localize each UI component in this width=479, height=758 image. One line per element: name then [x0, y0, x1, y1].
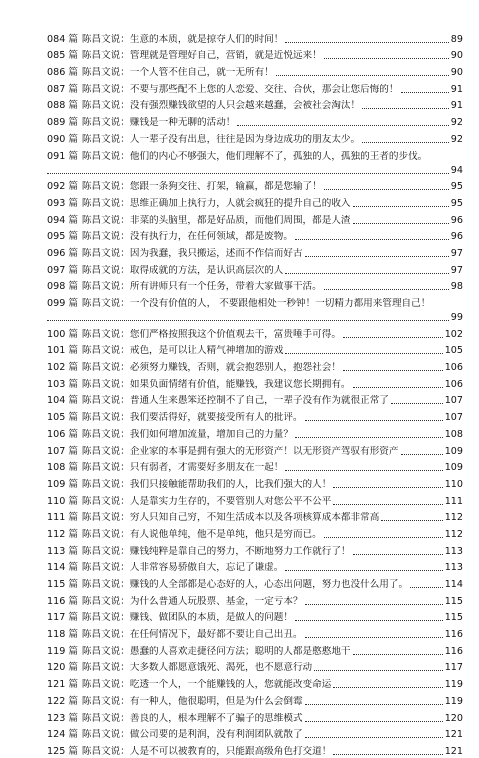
entry-title: 陈昌文说：取得成就的方法，是认识高层次的人 — [81, 264, 284, 276]
entry-title: 陈昌文说：赚钱是一种无聊的活动！ — [81, 117, 236, 129]
entry-chapter-mark: 篇 — [68, 612, 78, 624]
dot-leader — [353, 387, 443, 388]
dot-leader — [314, 670, 443, 671]
dot-leader — [333, 487, 442, 488]
entry-number: 102 — [47, 362, 66, 374]
entry-chapter-mark: 篇 — [68, 231, 78, 243]
entry-title: 陈昌文说：您跟一条狗交往、打架，输赢，都是您输了！ — [81, 181, 322, 193]
entry-page-number: 109 — [444, 462, 463, 474]
dot-leader — [353, 554, 443, 555]
entry-number: 089 — [47, 117, 66, 129]
entry-title: 陈昌文说：如果负面情绪有价值，能赚钱，我建议您长期拥有。 — [81, 378, 351, 390]
entry-number: 116 — [47, 595, 66, 607]
entry-page-number: 109 — [444, 445, 463, 457]
entry-number: 113 — [47, 545, 66, 557]
dot-leader — [410, 587, 443, 588]
toc-entry[interactable] — [47, 341, 463, 358]
toc-entry[interactable] — [47, 541, 463, 558]
toc-entry[interactable] — [47, 641, 463, 658]
toc-entry[interactable] — [47, 741, 463, 758]
entry-number: 084 — [47, 33, 66, 45]
entry-page-number: 119 — [444, 695, 463, 707]
dot-leader — [285, 353, 442, 354]
toc-entry[interactable] — [47, 608, 463, 625]
entry-chapter-mark: 篇 — [68, 745, 78, 757]
dot-leader — [47, 320, 449, 321]
entry-page-number: 97 — [450, 264, 463, 276]
entry-title: 陈昌文说：穷人只知自己穷，不知生活成本以及各项核算成本都非常高 — [81, 512, 380, 524]
entry-page-number: 91 — [450, 100, 463, 112]
toc-entry[interactable] — [47, 407, 463, 424]
entry-page-number: 96 — [450, 231, 463, 243]
dot-leader — [324, 289, 449, 290]
entry-page-number: 121 — [444, 729, 463, 741]
entry-title: 陈昌文说：一个人管不住自己，就一无所有！ — [81, 67, 274, 79]
toc-entry[interactable] — [47, 391, 463, 408]
dot-leader — [353, 206, 449, 207]
dot-leader — [285, 273, 448, 274]
entry-page-number: 107 — [444, 395, 463, 407]
dot-leader — [324, 537, 443, 538]
dot-leader — [305, 604, 443, 605]
entry-title: 陈昌文说：必须努力赚钱，否则，就会抱怨别人，抱怨社会！ — [81, 362, 341, 374]
dot-leader — [237, 125, 448, 126]
entry-title: 陈昌文说：只有弱者，才需要好多朋友在一起！ — [81, 462, 284, 474]
toc-entry[interactable] — [47, 112, 463, 129]
entry-page-number: 89 — [450, 33, 463, 45]
toc-entry[interactable] — [47, 474, 463, 491]
entry-title: 陈昌文说：赚钱纯粹是靠自己的努力，不断地努力工作就行了！ — [81, 545, 351, 557]
entry-title: 陈昌文说：赚钱、做团队的本质，是做人的问题！ — [81, 612, 293, 624]
entry-title: 陈昌文说：我们只接触能帮助我们的人，比我们强大的人！ — [81, 478, 332, 490]
dot-leader — [353, 223, 449, 224]
toc-entry[interactable] — [47, 129, 463, 146]
entry-page-number: 92 — [450, 133, 463, 145]
entry-chapter-mark: 篇 — [68, 729, 78, 741]
entry-chapter-mark: 篇 — [68, 662, 78, 674]
entry-page-number: 102 — [444, 328, 463, 340]
entry-chapter-mark: 篇 — [68, 33, 78, 45]
dot-leader — [381, 520, 442, 521]
dot-leader — [401, 92, 449, 93]
dot-leader — [276, 75, 449, 76]
entry-title: 陈昌文说：我们要活得好，就要接受所有人的批评。 — [81, 412, 303, 424]
entry-title: 陈昌文说：有一种人，他很聪明，但是为什么会倒霉 — [81, 695, 303, 707]
entry-chapter-mark: 篇 — [68, 579, 78, 590]
dot-leader — [285, 470, 442, 471]
entry-number: 115 — [47, 579, 66, 590]
entry-chapter-mark: 篇 — [68, 412, 78, 424]
entry-title: 陈昌文说：他们的内心不够强大，他们理解不了，孤独的人，孤独的王者的步伐。 — [81, 150, 428, 162]
toc-entry[interactable] — [47, 524, 463, 541]
dot-leader — [391, 403, 443, 404]
entry-chapter-mark: 篇 — [68, 645, 78, 657]
entry-page-number: 113 — [444, 562, 463, 574]
entry-number: 091 — [47, 150, 66, 162]
table-of-contents — [47, 29, 463, 758]
entry-page-number: 95 — [450, 197, 463, 209]
entry-page-number: 113 — [444, 545, 463, 557]
entry-page-number: 108 — [444, 428, 463, 440]
entry-title: 陈昌文说：我们如何增加流量，增加自己的力量？ — [81, 428, 293, 440]
entry-chapter-mark: 篇 — [68, 679, 78, 691]
entry-chapter-mark: 篇 — [68, 264, 78, 276]
entry-chapter-mark: 篇 — [68, 528, 78, 540]
toc-entry[interactable] — [47, 46, 463, 63]
toc-entry[interactable] — [47, 441, 463, 458]
entry-number: 111 — [47, 512, 66, 524]
entry-title: 陈昌文说：一个没有价值的人， 不要跟他相处一秒钟！一切精力都用来管理自己！ — [81, 298, 431, 309]
entry-chapter-mark: 篇 — [68, 595, 78, 607]
entry-chapter-mark: 篇 — [68, 428, 78, 440]
dot-leader — [324, 189, 449, 190]
toc-entry[interactable] — [47, 227, 463, 244]
entry-number: 090 — [47, 133, 66, 145]
dot-leader — [362, 142, 449, 143]
entry-page-number: 92 — [450, 117, 463, 129]
entry-number: 107 — [47, 445, 66, 457]
entry-number: 105 — [47, 412, 66, 424]
entry-page-number: 110 — [444, 478, 463, 490]
entry-title: 陈昌文说：所有讲师只有一个任务，带着大家做事干活。 — [81, 281, 322, 293]
entry-title: 陈昌文说：没有执行力，在任何领域，都是废物。 — [81, 231, 293, 243]
entry-number: 125 — [47, 745, 66, 757]
entry-title: 陈昌文说：管理就是管理好自己，营销，就是近悦远来！ — [81, 50, 322, 62]
entry-number: 096 — [47, 247, 66, 259]
entry-number: 118 — [47, 629, 66, 641]
entry-number: 099 — [47, 298, 66, 309]
toc-entry[interactable] — [47, 277, 463, 294]
entry-page-number: 106 — [444, 362, 463, 374]
toc-entry[interactable] — [47, 558, 463, 575]
entry-chapter-mark: 篇 — [68, 345, 78, 357]
entry-title: 陈昌文说：生意的本质，就是掠夺人们的时间！ — [81, 33, 284, 45]
dot-leader — [295, 239, 449, 240]
toc-entry[interactable] — [47, 324, 463, 341]
entry-title: 陈昌文说：人一辈子没有出息，往往是因为身边成功的朋友太少。 — [81, 133, 361, 145]
entry-page-number: 112 — [444, 512, 463, 524]
entry-title: 陈昌文说：普通人生来愚笨还控制不了自己，一辈子没有作为就很正常了 — [81, 395, 389, 407]
entry-chapter-mark: 篇 — [68, 478, 78, 490]
entry-number: 109 — [47, 478, 66, 490]
toc-entry[interactable] — [47, 691, 463, 708]
toc-entry[interactable] — [47, 62, 463, 79]
entry-number: 103 — [47, 378, 66, 390]
toc-entry[interactable] — [47, 293, 463, 324]
entry-page-number: 107 — [444, 412, 463, 424]
entry-number: 114 — [47, 562, 66, 574]
entry-number: 095 — [47, 231, 66, 243]
toc-entry[interactable] — [47, 79, 463, 96]
dot-leader — [305, 704, 443, 705]
dot-leader — [295, 620, 443, 621]
entry-number: 104 — [47, 395, 66, 407]
entry-number: 106 — [47, 428, 66, 440]
entry-page-number: 116 — [444, 645, 463, 657]
toc-entry[interactable] — [47, 374, 463, 391]
entry-chapter-mark: 篇 — [68, 133, 78, 145]
toc-entry[interactable] — [47, 591, 463, 608]
toc-entry[interactable] — [47, 624, 463, 641]
entry-title: 陈昌文说：企业家的本事是拥有强大的无形资产！以无形资产驾驭有形资产 — [81, 445, 399, 457]
toc-entry[interactable] — [47, 210, 463, 227]
entry-chapter-mark: 篇 — [68, 629, 78, 641]
toc-entry[interactable] — [47, 674, 463, 691]
toc-entry[interactable] — [47, 357, 463, 374]
entry-page-number: 99 — [450, 312, 463, 323]
entry-number: 117 — [47, 612, 66, 624]
entry-page-number: 121 — [444, 745, 463, 757]
entry-page-number: 98 — [450, 281, 463, 293]
entry-page-number: 94 — [450, 164, 463, 176]
entry-page-number: 90 — [450, 67, 463, 79]
toc-entry[interactable] — [47, 658, 463, 675]
dot-leader — [401, 454, 443, 455]
dot-leader — [305, 721, 443, 722]
entry-chapter-mark: 篇 — [68, 462, 78, 474]
entry-number: 098 — [47, 281, 66, 293]
entry-page-number: 91 — [450, 83, 463, 95]
entry-chapter-mark: 篇 — [68, 362, 78, 374]
dot-leader — [305, 737, 443, 738]
dot-leader — [305, 256, 449, 257]
entry-number: 119 — [47, 645, 66, 657]
entry-title: 陈昌文说：在任何情况下，最好都不要让自己出丑。 — [81, 629, 303, 641]
entry-chapter-mark: 篇 — [68, 83, 78, 95]
entry-title: 陈昌文说：没有强烈赚钱欲望的人只会越来越蠢，会被社会淘汰！ — [81, 100, 361, 112]
entry-number: 093 — [47, 197, 66, 209]
entry-page-number: 97 — [450, 247, 463, 259]
entry-title: 陈昌文说：赚钱的人全部都是心态好的人，心态出问题，努力也没什么用了。 — [81, 579, 409, 590]
entry-number: 086 — [47, 67, 66, 79]
entry-chapter-mark: 篇 — [68, 298, 78, 309]
entry-number: 092 — [47, 181, 66, 193]
entry-chapter-mark: 篇 — [68, 395, 78, 407]
dot-leader — [362, 108, 449, 109]
toc-entry[interactable] — [47, 146, 463, 177]
entry-page-number: 95 — [450, 181, 463, 193]
toc-entry[interactable] — [47, 243, 463, 260]
entry-page-number: 114 — [444, 579, 463, 590]
dot-leader — [285, 570, 442, 571]
toc-entry[interactable] — [47, 458, 463, 475]
entry-number: 085 — [47, 50, 66, 62]
entry-chapter-mark: 篇 — [68, 67, 78, 79]
entry-title: 陈昌文说：不要与那些配不上您的人恋爱、交往、合伙，那会让您后悔的！ — [81, 83, 399, 95]
entry-title: 陈昌文说：思维正确加上执行力，人就会疯狂的提升自己的收入 — [81, 197, 351, 209]
entry-title: 陈昌文说：您们严格按照我这个价值观去干，富贵唾手可得。 — [81, 328, 341, 340]
toc-entry[interactable] — [47, 29, 463, 46]
entry-page-number: 116 — [444, 629, 463, 641]
entry-chapter-mark: 篇 — [68, 214, 78, 226]
entry-number: 097 — [47, 264, 66, 276]
entry-page-number: 119 — [444, 679, 463, 691]
entry-number: 121 — [47, 679, 66, 691]
entry-page-number: 115 — [444, 612, 463, 624]
entry-title: 陈昌文说：有人说他单纯，他不是单纯，他只是穷而已。 — [81, 528, 322, 540]
entry-page-number: 120 — [444, 712, 463, 724]
toc-entry[interactable] — [47, 491, 463, 508]
entry-chapter-mark: 篇 — [68, 150, 78, 162]
entry-number: 100 — [47, 328, 66, 340]
entry-page-number: 105 — [444, 345, 463, 357]
dot-leader — [333, 754, 442, 755]
entry-number: 110 — [47, 495, 66, 507]
entry-title: 陈昌文说：大多数人都愿意饿死、渴死，也不愿意行动 — [81, 662, 313, 674]
entry-number: 088 — [47, 100, 66, 112]
dot-leader — [333, 687, 442, 688]
dot-leader — [285, 42, 448, 43]
entry-page-number: 90 — [450, 50, 463, 62]
toc-entry[interactable] — [47, 96, 463, 113]
entry-title: 陈昌文说：吃透一个人，一个能赚钱的人，您就能改变命运 — [81, 679, 332, 691]
entry-number: 123 — [47, 712, 66, 724]
entry-number: 122 — [47, 695, 66, 707]
dot-leader — [333, 504, 442, 505]
toc-entry[interactable] — [47, 424, 463, 441]
entry-chapter-mark: 篇 — [68, 281, 78, 293]
entry-chapter-mark: 篇 — [68, 495, 78, 507]
dot-leader — [305, 420, 443, 421]
entry-number: 120 — [47, 662, 66, 674]
entry-number: 124 — [47, 729, 66, 741]
entry-title: 陈昌文说：人是靠实力生存的，不要管别人对您公平不公平 — [81, 495, 332, 507]
dot-leader — [305, 637, 443, 638]
entry-chapter-mark: 篇 — [68, 247, 78, 259]
toc-entry[interactable] — [47, 193, 463, 210]
entry-number: 101 — [47, 345, 66, 357]
entry-title: 陈昌文说：人非常容易骄傲自大，忘记了谦虚。 — [81, 562, 284, 574]
entry-number: 112 — [47, 528, 66, 540]
entry-page-number: 112 — [444, 528, 463, 540]
entry-chapter-mark: 篇 — [68, 695, 78, 707]
entry-chapter-mark: 篇 — [68, 545, 78, 557]
entry-page-number: 117 — [444, 662, 463, 674]
dot-leader — [353, 654, 443, 655]
entry-title: 陈昌文说：人是不可以被教育的，只能跟高级角色打交道！ — [81, 745, 332, 757]
toc-entry[interactable] — [47, 508, 463, 525]
entry-chapter-mark: 篇 — [68, 181, 78, 193]
entry-title: 陈昌文说：善良的人，根本理解不了骗子的思维模式 — [81, 712, 303, 724]
entry-chapter-mark: 篇 — [68, 50, 78, 62]
entry-chapter-mark: 篇 — [68, 328, 78, 340]
dot-leader — [343, 337, 443, 338]
entry-number: 087 — [47, 83, 66, 95]
dot-leader — [324, 58, 449, 59]
entry-number: 094 — [47, 214, 66, 226]
entry-chapter-mark: 篇 — [68, 117, 78, 129]
entry-chapter-mark: 篇 — [68, 100, 78, 112]
entry-page-number: 106 — [444, 378, 463, 390]
toc-entry[interactable] — [47, 574, 463, 591]
entry-page-number: 96 — [450, 214, 463, 226]
entry-chapter-mark: 篇 — [68, 197, 78, 209]
entry-chapter-mark: 篇 — [68, 512, 78, 524]
entry-chapter-mark: 篇 — [68, 378, 78, 390]
dot-leader — [47, 173, 449, 174]
toc-entry[interactable] — [47, 708, 463, 725]
entry-title: 陈昌文说：因为我蠢，我只搬运，述而不作信而好古 — [81, 247, 303, 259]
entry-title: 陈昌文说：愚蠢的人喜欢走捷径问方法；聪明的人都是憨憨地干 — [81, 645, 351, 657]
entry-title: 陈昌文说：非菜的头脑里，都是好品质，而他们周围，都是人渣 — [81, 214, 351, 226]
entry-chapter-mark: 篇 — [68, 445, 78, 457]
entry-title: 陈昌文说：做公司要的是利润，没有利润团队就散了 — [81, 729, 303, 741]
entry-title: 陈昌文说：为什么普通人玩股票、基金，一定亏本？ — [81, 595, 303, 607]
dot-leader — [295, 437, 443, 438]
entry-chapter-mark: 篇 — [68, 562, 78, 574]
toc-entry[interactable] — [47, 725, 463, 742]
toc-entry[interactable] — [47, 177, 463, 194]
entry-chapter-mark: 篇 — [68, 712, 78, 724]
entry-page-number: 115 — [444, 595, 463, 607]
entry-title: 陈昌文说：戒色，是可以让人精气神增加的游戏 — [81, 345, 284, 357]
dot-leader — [343, 370, 443, 371]
toc-entry[interactable] — [47, 260, 463, 277]
entry-page-number: 111 — [444, 495, 463, 507]
entry-number: 108 — [47, 462, 66, 474]
